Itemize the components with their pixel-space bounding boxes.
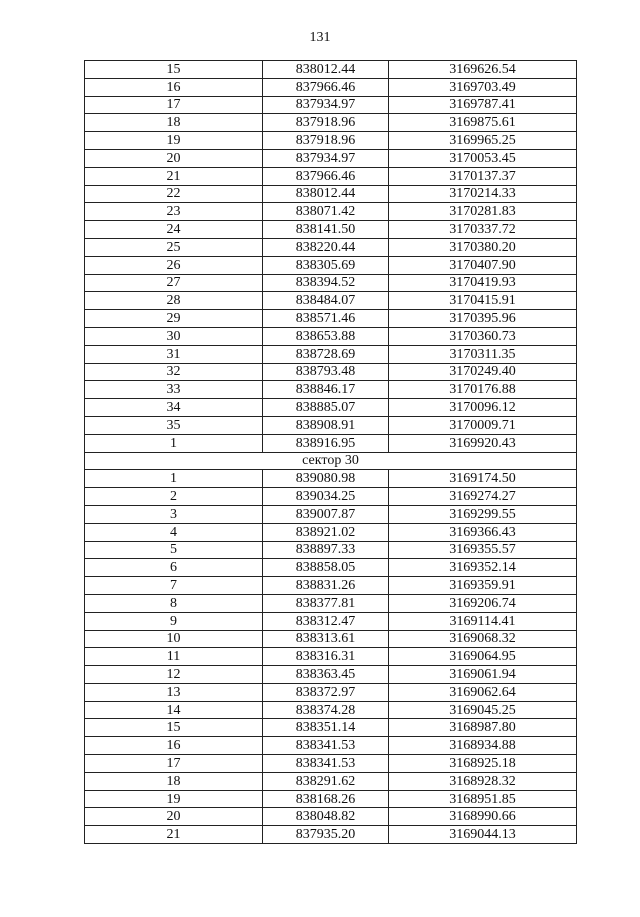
y-coordinate-cell: 3169703.49: [389, 78, 577, 96]
x-coordinate-cell: 839007.87: [263, 505, 389, 523]
x-coordinate-cell: 837918.96: [263, 132, 389, 150]
y-coordinate-cell: 3169044.13: [389, 826, 577, 844]
point-number-cell: 28: [85, 292, 263, 310]
y-coordinate-cell: 3169965.25: [389, 132, 577, 150]
x-coordinate-cell: 838653.88: [263, 327, 389, 345]
x-coordinate-cell: 838571.46: [263, 310, 389, 328]
x-coordinate-cell: 838071.42: [263, 203, 389, 221]
table-row: [85, 149, 577, 167]
y-coordinate-cell: 3168951.85: [389, 790, 577, 808]
table-row: [85, 790, 577, 808]
point-number-cell: 19: [85, 790, 263, 808]
x-coordinate-cell: 838372.97: [263, 683, 389, 701]
y-coordinate-cell: 3168987.80: [389, 719, 577, 737]
x-coordinate-cell: 838394.52: [263, 274, 389, 292]
point-number-cell: 3: [85, 505, 263, 523]
x-coordinate-cell: 838793.48: [263, 363, 389, 381]
x-coordinate-cell: 838341.53: [263, 737, 389, 755]
y-coordinate-cell: 3169299.55: [389, 505, 577, 523]
point-number-cell: 15: [85, 719, 263, 737]
table-row: [85, 683, 577, 701]
y-coordinate-cell: 3170009.71: [389, 416, 577, 434]
x-coordinate-cell: 839080.98: [263, 470, 389, 488]
x-coordinate-cell: 838168.26: [263, 790, 389, 808]
table-row: [85, 78, 577, 96]
table-row: [85, 221, 577, 239]
point-number-cell: 11: [85, 648, 263, 666]
y-coordinate-cell: 3170311.35: [389, 345, 577, 363]
table-row: [85, 185, 577, 203]
point-number-cell: 4: [85, 523, 263, 541]
x-coordinate-cell: 837966.46: [263, 78, 389, 96]
point-number-cell: 12: [85, 666, 263, 684]
y-coordinate-cell: 3170380.20: [389, 238, 577, 256]
table-row: [85, 274, 577, 292]
point-number-cell: 8: [85, 594, 263, 612]
point-number-cell: 27: [85, 274, 263, 292]
y-coordinate-cell: 3169366.43: [389, 523, 577, 541]
point-number-cell: 24: [85, 221, 263, 239]
table-row: [85, 737, 577, 755]
x-coordinate-cell: 837934.97: [263, 96, 389, 114]
point-number-cell: 30: [85, 327, 263, 345]
y-coordinate-cell: 3169359.91: [389, 577, 577, 595]
x-coordinate-cell: 838908.91: [263, 416, 389, 434]
y-coordinate-cell: 3170096.12: [389, 399, 577, 417]
table-row: [85, 488, 577, 506]
x-coordinate-cell: 838363.45: [263, 666, 389, 684]
x-coordinate-cell: 838374.28: [263, 701, 389, 719]
table-row: [85, 826, 577, 844]
table-row: [85, 523, 577, 541]
point-number-cell: 26: [85, 256, 263, 274]
x-coordinate-cell: 838341.53: [263, 755, 389, 773]
table-row: [85, 701, 577, 719]
point-number-cell: 14: [85, 701, 263, 719]
point-number-cell: 18: [85, 114, 263, 132]
table-row: [85, 594, 577, 612]
y-coordinate-cell: 3169174.50: [389, 470, 577, 488]
table-row: [85, 310, 577, 328]
table-row: [85, 434, 577, 452]
x-coordinate-cell: 838728.69: [263, 345, 389, 363]
table-row: [85, 719, 577, 737]
x-coordinate-cell: 838831.26: [263, 577, 389, 595]
point-number-cell: 18: [85, 772, 263, 790]
y-coordinate-cell: 3170337.72: [389, 221, 577, 239]
y-coordinate-cell: 3169061.94: [389, 666, 577, 684]
x-coordinate-cell: 838012.44: [263, 61, 389, 79]
x-coordinate-cell: 838846.17: [263, 381, 389, 399]
point-number-cell: 9: [85, 612, 263, 630]
y-coordinate-cell: 3169355.57: [389, 541, 577, 559]
x-coordinate-cell: 838885.07: [263, 399, 389, 417]
point-number-cell: 20: [85, 808, 263, 826]
point-number-cell: 35: [85, 416, 263, 434]
y-coordinate-cell: 3170415.91: [389, 292, 577, 310]
point-number-cell: 7: [85, 577, 263, 595]
point-number-cell: 2: [85, 488, 263, 506]
x-coordinate-cell: 837935.20: [263, 826, 389, 844]
x-coordinate-cell: 838316.31: [263, 648, 389, 666]
x-coordinate-cell: 838377.81: [263, 594, 389, 612]
x-coordinate-cell: 838291.62: [263, 772, 389, 790]
y-coordinate-cell: 3170053.45: [389, 149, 577, 167]
table-row: [85, 132, 577, 150]
table-row: [85, 772, 577, 790]
point-number-cell: 20: [85, 149, 263, 167]
table-row: [85, 61, 577, 79]
y-coordinate-cell: 3169068.32: [389, 630, 577, 648]
y-coordinate-cell: 3170249.40: [389, 363, 577, 381]
point-number-cell: 1: [85, 470, 263, 488]
point-number-cell: 16: [85, 78, 263, 96]
y-coordinate-cell: 3170395.96: [389, 310, 577, 328]
table-row: [85, 96, 577, 114]
point-number-cell: 10: [85, 630, 263, 648]
point-number-cell: 33: [85, 381, 263, 399]
x-coordinate-cell: 838012.44: [263, 185, 389, 203]
table-row: [85, 256, 577, 274]
table-row: [85, 577, 577, 595]
x-coordinate-cell: 838916.95: [263, 434, 389, 452]
x-coordinate-cell: 838313.61: [263, 630, 389, 648]
page-number: 131: [309, 30, 331, 45]
point-number-cell: 1: [85, 434, 263, 452]
table-row: [85, 238, 577, 256]
coordinates-table: [84, 60, 577, 844]
x-coordinate-cell: 838921.02: [263, 523, 389, 541]
x-coordinate-cell: 838312.47: [263, 612, 389, 630]
table-row: [85, 327, 577, 345]
y-coordinate-cell: 3169626.54: [389, 61, 577, 79]
sector-header-row: [85, 452, 577, 470]
y-coordinate-cell: 3170360.73: [389, 327, 577, 345]
point-number-cell: 19: [85, 132, 263, 150]
table-row: [85, 292, 577, 310]
y-coordinate-cell: 3169064.95: [389, 648, 577, 666]
y-coordinate-cell: 3169206.74: [389, 594, 577, 612]
y-coordinate-cell: 3169787.41: [389, 96, 577, 114]
table-row: [85, 505, 577, 523]
x-coordinate-cell: 838141.50: [263, 221, 389, 239]
table-row: [85, 559, 577, 577]
y-coordinate-cell: 3168990.66: [389, 808, 577, 826]
point-number-cell: 23: [85, 203, 263, 221]
point-number-cell: 13: [85, 683, 263, 701]
table-row: [85, 203, 577, 221]
y-coordinate-cell: 3170214.33: [389, 185, 577, 203]
point-number-cell: 15: [85, 61, 263, 79]
point-number-cell: 34: [85, 399, 263, 417]
coordinates-table-body: [85, 61, 577, 844]
point-number-cell: 21: [85, 826, 263, 844]
point-number-cell: 25: [85, 238, 263, 256]
y-coordinate-cell: 3169274.27: [389, 488, 577, 506]
x-coordinate-cell: 837918.96: [263, 114, 389, 132]
x-coordinate-cell: 838305.69: [263, 256, 389, 274]
x-coordinate-cell: 838351.14: [263, 719, 389, 737]
x-coordinate-cell: 838897.33: [263, 541, 389, 559]
point-number-cell: 22: [85, 185, 263, 203]
point-number-cell: 5: [85, 541, 263, 559]
y-coordinate-cell: 3170137.37: [389, 167, 577, 185]
x-coordinate-cell: 839034.25: [263, 488, 389, 506]
table-row: [85, 416, 577, 434]
point-number-cell: 31: [85, 345, 263, 363]
table-row: [85, 345, 577, 363]
point-number-cell: 32: [85, 363, 263, 381]
y-coordinate-cell: 3169920.43: [389, 434, 577, 452]
point-number-cell: 16: [85, 737, 263, 755]
y-coordinate-cell: 3169114.41: [389, 612, 577, 630]
table-row: [85, 114, 577, 132]
x-coordinate-cell: 838484.07: [263, 292, 389, 310]
y-coordinate-cell: 3168934.88: [389, 737, 577, 755]
table-row: [85, 808, 577, 826]
y-coordinate-cell: 3168928.32: [389, 772, 577, 790]
x-coordinate-cell: 837966.46: [263, 167, 389, 185]
y-coordinate-cell: 3170407.90: [389, 256, 577, 274]
point-number-cell: 6: [85, 559, 263, 577]
table-row: [85, 167, 577, 185]
y-coordinate-cell: 3170176.88: [389, 381, 577, 399]
x-coordinate-cell: 837934.97: [263, 149, 389, 167]
x-coordinate-cell: 838220.44: [263, 238, 389, 256]
y-coordinate-cell: 3168925.18: [389, 755, 577, 773]
y-coordinate-cell: 3170281.83: [389, 203, 577, 221]
table-row: [85, 541, 577, 559]
table-row: [85, 648, 577, 666]
table-row: [85, 399, 577, 417]
point-number-cell: 17: [85, 96, 263, 114]
point-number-cell: 21: [85, 167, 263, 185]
table-row: [85, 612, 577, 630]
table-row: [85, 755, 577, 773]
y-coordinate-cell: 3169875.61: [389, 114, 577, 132]
table-row: [85, 630, 577, 648]
table-row: [85, 666, 577, 684]
y-coordinate-cell: 3169062.64: [389, 683, 577, 701]
sector-label: сектор 30: [85, 452, 577, 470]
point-number-cell: 29: [85, 310, 263, 328]
point-number-cell: 17: [85, 755, 263, 773]
x-coordinate-cell: 838048.82: [263, 808, 389, 826]
table-row: [85, 381, 577, 399]
table-row: [85, 363, 577, 381]
y-coordinate-cell: 3169045.25: [389, 701, 577, 719]
x-coordinate-cell: 838858.05: [263, 559, 389, 577]
table-row: [85, 470, 577, 488]
y-coordinate-cell: 3169352.14: [389, 559, 577, 577]
y-coordinate-cell: 3170419.93: [389, 274, 577, 292]
